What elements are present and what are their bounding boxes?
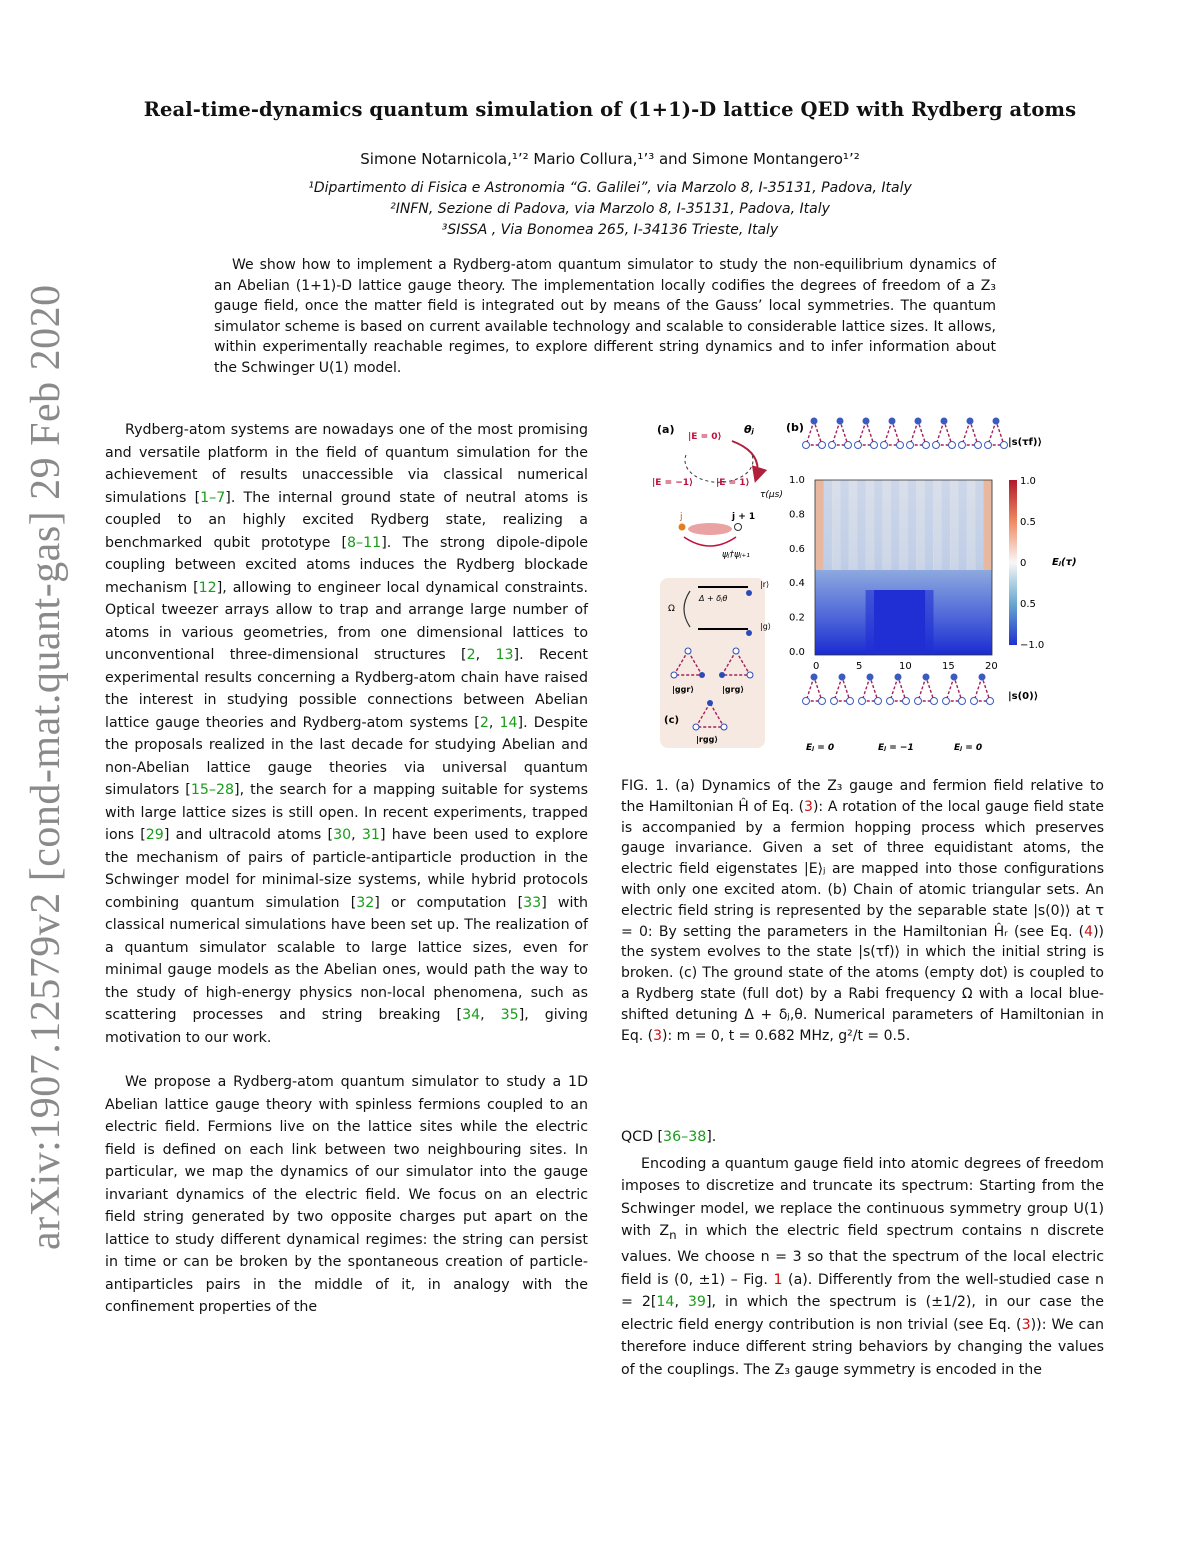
atom-dot: [975, 442, 982, 449]
state-em1-label: |E = −1⟩: [652, 478, 694, 488]
atom-dot: [979, 674, 986, 681]
author-list: Simone Notarnicola,¹ʼ² Mario Collura,¹ʼ³ and Simone Montangero¹ʼ²: [360, 150, 860, 168]
atom-dot: [959, 442, 966, 449]
atom-dot: [811, 418, 818, 425]
atom-triangle: [858, 421, 874, 445]
atom-dot: [855, 442, 862, 449]
heatmap-cell: [891, 480, 900, 570]
heatmap-cell: [908, 480, 917, 570]
config-ggr-label: |ggr⟩: [672, 685, 694, 694]
heatmap-cell: [950, 480, 959, 570]
detuning-label: Δ + δⱼθ: [699, 594, 728, 603]
atom-dot: [987, 698, 994, 705]
x-tick-label: 15: [942, 661, 955, 672]
heatmap-cell: [866, 590, 875, 655]
colorbar-tick-label: −1.0: [1020, 640, 1045, 651]
heatmap-cell: [815, 480, 824, 570]
citation-link[interactable]: 31: [361, 827, 380, 843]
atom-triangle: [806, 421, 822, 445]
citation-link[interactable]: 30: [333, 827, 352, 843]
y-tick-label: 0.4: [789, 578, 805, 590]
citation-link[interactable]: 33: [523, 894, 542, 911]
heatmap-cell: [874, 480, 883, 570]
rabi-frequency-label: Ω: [668, 604, 675, 614]
atom-dot: [819, 698, 826, 705]
heatmap-cell: [840, 480, 849, 570]
figure-1-graphic: [652, 405, 1102, 765]
heatmap-cell: [916, 480, 925, 570]
site-j1-label: j + 1: [732, 512, 756, 522]
heatmap-cell: [967, 480, 976, 570]
heatmap-cell: [899, 590, 908, 655]
heatmap-cell: [941, 480, 950, 570]
atom-dot: [895, 674, 902, 681]
citation-link[interactable]: 8–11: [347, 534, 382, 551]
atom-chain-initial: [803, 674, 994, 705]
y-tick-label: 0.2: [789, 612, 805, 624]
equation-link[interactable]: 4: [1084, 923, 1094, 940]
colorbar-label: Eⱼ(τ): [1052, 557, 1077, 568]
citation-link[interactable]: 2: [479, 714, 489, 731]
y-tick-label: 1.0: [789, 475, 805, 486]
atom-chain-final: [803, 418, 1008, 449]
figure-1: [652, 405, 1102, 765]
atom-dot: [867, 674, 874, 681]
y-tick-label: 0.0: [789, 647, 805, 658]
atom-triangle: [890, 677, 906, 701]
atom-dot: [903, 698, 910, 705]
heatmap-cell: [916, 590, 925, 655]
ket-initial-label: |s(0)⟩: [1008, 691, 1039, 702]
x-tick-label: 10: [899, 661, 912, 672]
atom-dot: [889, 418, 896, 425]
x-tick-label: 0: [813, 661, 820, 672]
atom-triangle: [918, 677, 934, 701]
body-paragraph-3: Encoding a quantum gauge field into atomic degrees of freedom imposes to discretize and truncate its spectrum: Starting from the Schwinger model, we replace the continuous symmetry group U(1) with $Z_n$ in which the electric field spectrum contains n discrete values. We choose n = 3 so that the spectrum of the local electric field is (0, ±1) – Fig. 1 (a). Differently from the well-studied case n = 2[14, 39], in which the spectrum is (±1/2), in our case the electric field energy contribution is non trivial (see Eq. (3)): We can therefore induce different string behaviors by changing the values of the couplings. The Z₃ gauge symmetry is encoded in the: [621, 1155, 1104, 1378]
state-e0-label: |E = 0⟩: [688, 432, 722, 442]
atom-dot: [897, 442, 904, 449]
atom-dot: [829, 442, 836, 449]
citation-link[interactable]: 13: [495, 647, 514, 663]
ej-label-left: Eⱼ = 0: [806, 743, 835, 753]
atom-dot: [993, 418, 1000, 425]
heatmap-cell: [823, 480, 832, 570]
atom-dot: [931, 698, 938, 705]
figure-caption: FIG. 1. (a) Dynamics of the Z₃ gauge and fermion field relative to the Hamiltonian Ĥ of Eq. (3): A rotation of the local gauge field state is accompanied by a fermion hopping process which preserves gauge invariance. Given a set of three equidistant atoms, the electric field eigenstates |E⟩ⱼ are mapped into those configurations with only one excited atom. (b) Chain of atomic triangular sets. An electric field string is represented by the separable state |s(0)⟩ at τ = 0: By setting the parameters in the Hamiltonian Ĥᵣ (see Eq. (4)) the system evolves to the state |s(τf)⟩ in which the initial string is broken. (c) The ground state of the atoms (empty dot) is coupled to a Rydberg state (full dot) by a Rabi frequency Ω with a local blue-shifted detuning Δ + δⱼ,θ. Numerical parameters of Hamiltonian in Eq. (3): m = 0, t = 0.682 MHz, g²/t = 0.5.: [621, 778, 1105, 1044]
fermion-site-icon: [679, 524, 686, 531]
atom-triangle: [936, 421, 952, 445]
heatmap-cell: [925, 590, 934, 655]
atom-triangle: [910, 421, 926, 445]
atom-dot: [1001, 442, 1008, 449]
atom-dot: [845, 442, 852, 449]
atom-dot: [951, 674, 958, 681]
atom-dot: [959, 698, 966, 705]
atom-dot: [871, 442, 878, 449]
atom-dot: [839, 674, 846, 681]
atom-dot: [923, 674, 930, 681]
atom-dot: [915, 418, 922, 425]
atom-dot: [915, 698, 922, 705]
atom-dot: [819, 442, 826, 449]
empty-site-icon: [735, 524, 742, 531]
affiliation-1: ¹Dipartimento di Fisica e Astronomia “G. Galilei”, via Marzolo 8, I-35131, Padova, Italy: [308, 180, 912, 196]
body-paragraph-1: Rydberg-atom systems are nowadays one of the most promising and versatile platform in the field of quantum simulation for the achievement of results unaccessible via classical numerical simulations [1–7]. The internal ground state of neutral atoms is coupled to an highly excited Rydberg state, realizing a benchmarked qubit prototype [8–11]. The strong dipole-dipole coupling between excited atoms induces the Rydberg blockade mechanism [12], allowing to engineer local dynamical constraints. Optical tweezer arrays allow to trap and arrange large number of atoms in various geometries, from one dimensional lattices to unconventional three-dimensional structures [2, 13]. Recent experimental results concerning a Rydberg-atom chain have raised the interest in studying possible connections between Abelian lattice gauge theories and Rydberg-atom systems [2, 14]. Despite the proposals realized in the last decade for studying Abelian and non-Abelian lattice gauge theories via universal quantum simulators [15–28], the search for a mapping suitable for systems with large lattice sizes is still open. In recent experiments, trapped ions [29] and ultracold atoms [30, 31] have been used to explore the mechanism of pairs of particle-antiparticle production in the Schwinger model for minimal-size systems, while hybrid protocols combining quantum simulation [32] or computation [33] with classical numerical simulations have been set up. The realization of a quantum simulator scalable to large lattice sizes, even for minimal gauge models as the Abelian ones, would path the way to the study of high-energy physics non-local phenomena, such as scattering processes and string breaking [34, 35], giving motivation to our work.: [105, 422, 589, 1046]
panel-a-label: (a): [657, 423, 675, 436]
right-column: [621, 1126, 1104, 1381]
atom-triangle: [862, 677, 878, 701]
atom-dot: [875, 698, 882, 705]
atom-dot: [811, 674, 818, 681]
equation-link[interactable]: 3: [653, 1027, 663, 1044]
rotation-arrow: [732, 441, 758, 479]
rydberg-state-label: |r⟩: [760, 580, 770, 589]
atom-triangle: [974, 677, 990, 701]
atom-triangle: [884, 421, 900, 445]
heatmap-cell: [933, 480, 942, 570]
citation-link[interactable]: 1–7: [200, 489, 226, 506]
citation-link[interactable]: 39: [687, 1294, 706, 1311]
ground-state-label: |g⟩: [760, 622, 771, 631]
heatmap-cell: [958, 480, 967, 570]
atom-triangle: [946, 677, 962, 701]
citation-link[interactable]: 35: [500, 1007, 519, 1023]
atom-dot: [831, 698, 838, 705]
citation-link[interactable]: 34: [462, 1007, 481, 1023]
colorbar-tick-label: 0: [1020, 558, 1027, 569]
body-paragraph-qcd: QCD [36–38].: [621, 1129, 717, 1145]
atom-dot: [837, 418, 844, 425]
atom-dot: [949, 442, 956, 449]
colorbar-tick-label: 0.5: [1020, 599, 1036, 610]
atom-triangle: [832, 421, 848, 445]
ej-label-middle: Eⱼ = −1: [878, 743, 914, 753]
affiliation-3: ³SISSA , Via Bonomea 265, I-34136 Trieste, Italy: [441, 222, 779, 238]
citation-link[interactable]: 14: [656, 1294, 675, 1311]
body-paragraph-2: We propose a Rydberg-atom quantum simulator to study a 1D Abelian lattice gauge theory with spinless fermions coupled to an electric field. Fermions live on the lattice sites while the electric field is defined on each link between two neighbouring sites. In particular, we map the dynamics of our simulator into the gauge invariant dynamics of the electric field. We focus on an electric field string generated by two opposite charges put apart on the lattice to study different dynamical regimes: the string can persist in time or can be broken by the spontaneous creation of particle-antiparticles pairs in the middle of it, in analogy with the confinement properties of the: [105, 1074, 588, 1315]
colorbar-tick-label: 0.5: [1020, 517, 1036, 528]
colorbar-ticks: [1020, 476, 1044, 651]
heatmap-cell: [882, 480, 891, 570]
citation-link[interactable]: 32: [356, 894, 375, 911]
y-axis-ticks: [789, 475, 805, 658]
heatmap-cell: [975, 480, 984, 570]
atom-dot: [943, 698, 950, 705]
panel-b-label: (b): [786, 421, 804, 434]
citation-link[interactable]: 14: [499, 714, 518, 731]
atom-dot: [985, 442, 992, 449]
atom-dot: [971, 698, 978, 705]
heatmap-cell: [984, 480, 993, 570]
heatmap-cell: [891, 590, 900, 655]
state-e1-label: |E = 1⟩: [716, 478, 750, 488]
atom-dot: [941, 418, 948, 425]
equation-link[interactable]: 3: [804, 798, 813, 815]
citation-link[interactable]: 29: [145, 827, 164, 843]
hopping-arrow: [684, 537, 736, 546]
citation-link[interactable]: 2: [466, 647, 476, 663]
atom-dot: [923, 442, 930, 449]
heatmap-cell: [857, 480, 866, 570]
heatmap-cell: [832, 480, 841, 570]
heatmap-cell: [849, 480, 858, 570]
heatmap-cell: [925, 480, 934, 570]
heatmap-cell: [899, 480, 908, 570]
abstract: We show how to implement a Rydberg-atom quantum simulator to study the non-equilibrium dynamics of an Abelian (1+1)-D lattice gauge theory. The implementation locally codifies the degrees of freedom of a Z₃ gauge field, once the matter field is integrated out by means of the Gauss’ local symmetries. The quantum simulator scheme is based on current available technology and scalable to considerable lattice sizes. It allows, within experimentally reachable regimes, to explore different string dynamics and to infer information about the Schwinger U(1) model.: [214, 257, 996, 376]
theta-label: θⱼ: [744, 423, 754, 436]
panel-c-label: (c): [664, 715, 680, 726]
atom-dot: [803, 442, 810, 449]
x-tick-label: 5: [856, 661, 863, 672]
full-dot-icon: [746, 590, 752, 596]
tau-axis-label: τ(μs): [760, 490, 783, 500]
heatmap-cell: [908, 590, 917, 655]
paper-title: Real-time-dynamics quantum simulation of (1+1)-D lattice QED with Rydberg atoms: [143, 98, 1077, 121]
colorbar-tick-label: 1.0: [1020, 476, 1036, 487]
heatmap-cell: [882, 590, 891, 655]
atom-dot: [803, 698, 810, 705]
atom-dot: [887, 698, 894, 705]
atom-dot: [859, 698, 866, 705]
ket-final-label: |s(τf)⟩: [1008, 437, 1043, 448]
atom-triangle: [806, 677, 822, 701]
config-grg-label: |grg⟩: [722, 685, 744, 694]
atom-dot: [863, 418, 870, 425]
site-j-label: j: [680, 512, 683, 522]
atom-dot: [967, 418, 974, 425]
heatmap-cell: [866, 480, 875, 570]
x-axis-ticks: [813, 661, 998, 672]
left-column: [105, 419, 588, 1319]
atom-dot: [907, 442, 914, 449]
y-tick-label: 0.6: [789, 543, 805, 555]
affiliation-2: ²INFN, Sezione di Padova, via Marzolo 8, I-35131, Padova, Italy: [390, 201, 830, 217]
x-tick-label: 20: [985, 661, 998, 672]
citation-link[interactable]: 15–28: [190, 782, 235, 798]
config-rgg-label: |rgg⟩: [696, 735, 718, 744]
citation-link[interactable]: 12: [198, 579, 217, 596]
gauge-link-icon: [688, 523, 732, 535]
figure-link[interactable]: 1: [773, 1271, 783, 1288]
colorbar: [1009, 480, 1017, 645]
atom-triangle: [962, 421, 978, 445]
arxiv-identifier: arXiv:1907.12579v2 [cond-mat.quant-gas] 29 Feb 2020: [23, 284, 69, 1250]
atom-dot: [847, 698, 854, 705]
hopping-term-label: ψⱼ†ψⱼ₊₁: [722, 550, 750, 560]
atom-dot: [881, 442, 888, 449]
equation-link[interactable]: 3: [1021, 1316, 1031, 1333]
y-tick-label: 0.8: [789, 509, 805, 521]
full-dot-icon: [746, 630, 752, 636]
citation-link[interactable]: 36–38: [663, 1129, 707, 1145]
atom-triangle: [834, 677, 850, 701]
atom-dot: [933, 442, 940, 449]
ej-label-right: Eⱼ = 0: [954, 743, 983, 753]
heatmap-cell: [874, 590, 883, 655]
atom-triangle: [988, 421, 1004, 445]
